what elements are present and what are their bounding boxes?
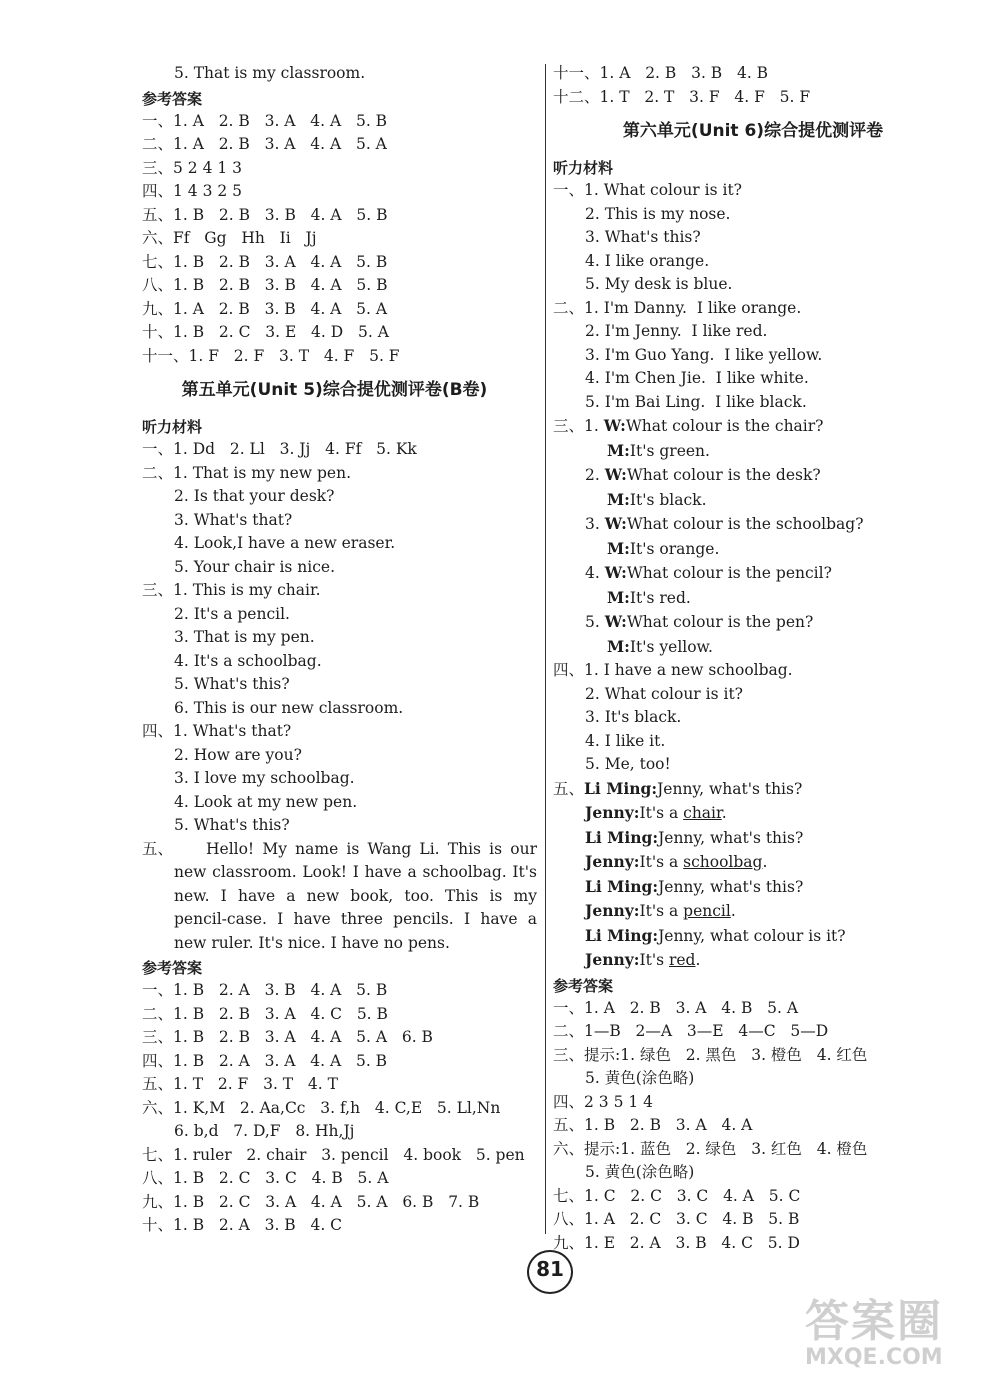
dialog-text: It's a <box>639 902 684 920</box>
answer-line: 九、1. A 2. B 3. B 4. A 5. A <box>142 299 388 318</box>
answer-line: 九、1. E 2. A 3. B 4. C 5. D <box>553 1233 800 1252</box>
passage <box>142 838 537 956</box>
dialog-text: It's a <box>639 853 684 871</box>
dialog-answer: It's black. <box>629 490 707 509</box>
dialog-number: 2. <box>585 466 600 484</box>
passage-lead: 五、 <box>142 839 174 858</box>
answer-line: 5. 黄色(涂色略) <box>585 1163 695 1181</box>
answer-line: 一、1. A 2. B 3. A 4. B 5. A <box>553 998 799 1017</box>
answer-line: 十、1. B 2. A 3. B 4. C <box>142 1216 343 1234</box>
answer-line: 一、1. A 2. B 3. A 4. A 5. B <box>142 111 388 130</box>
answer-line: 十一、1. F 2. F 3. T 4. F 5. F <box>142 346 400 365</box>
dialog-line <box>553 948 953 973</box>
dialog-question: What colour is the chair? <box>625 417 824 435</box>
section-5-lead: 五、 <box>553 779 585 798</box>
answer-line: 八、1. A 2. C 3. C 4. B 5. B <box>553 1210 800 1228</box>
answer-line: 三、提示:1. 绿色 2. 黑色 3. 橙色 4. 红色 <box>553 1045 868 1064</box>
right-column <box>553 62 953 1255</box>
listening-line: 4. Look,I have a new eraser. <box>174 534 396 552</box>
listening-line: 2. This is my nose. <box>585 204 731 223</box>
dialog-answer-line <box>553 586 953 611</box>
answer-line: 五、1. B 2. B 3. B 4. A 5. B <box>142 205 388 224</box>
dialog-text: It's a <box>639 804 684 822</box>
answer-line: 七、1. B 2. B 3. A 4. A 5. B <box>142 252 388 271</box>
dialog-question: What colour is the schoolbag? <box>626 515 864 533</box>
answer-line: 八、1. B 2. C 3. C 4. B 5. A <box>142 1169 389 1187</box>
speaker: Li Ming: <box>585 827 659 847</box>
dialog-number: 5. <box>585 613 600 631</box>
watermark-text: 答案圈 <box>805 1296 943 1347</box>
answers-heading-1: 参考答案 <box>142 89 203 108</box>
listening-line: 5. Me, too! <box>585 755 671 773</box>
dialog-answer: It's red. <box>629 588 691 607</box>
dialog-list <box>553 414 953 659</box>
listening-line: 2. What colour is it? <box>585 684 743 703</box>
speaker-w: W: <box>604 612 627 631</box>
listening-line: 3. That is my pen. <box>174 628 315 646</box>
answers-list-1 <box>142 110 537 369</box>
answers-list-2 <box>142 979 537 1238</box>
dialog-line <box>553 850 953 875</box>
underlined-answer: pencil <box>683 902 731 920</box>
speaker-m: M: <box>607 538 630 558</box>
dialog-text: Jenny, what colour is it? <box>658 926 846 945</box>
speaker: Li Ming: <box>585 925 659 945</box>
answer-line: 四、1 4 3 2 5 <box>142 182 243 200</box>
listening-line: 2. Is that your desk? <box>174 487 335 505</box>
answer-line: 四、2 3 5 1 4 <box>553 1092 654 1111</box>
speaker: Jenny: <box>585 852 640 871</box>
column-divider <box>545 64 546 1234</box>
listening-line: 4. I'm Chen Jie. I like white. <box>585 369 809 387</box>
section-4-list <box>553 659 953 777</box>
listening-list-right <box>553 179 953 414</box>
dialog-text: Jenny, what's this? <box>658 877 804 896</box>
listening-heading-left: 听力材料 <box>142 418 203 436</box>
speaker: Li Ming: <box>584 778 658 798</box>
answers-list-right <box>553 997 953 1256</box>
unit5-title: 第五单元(Unit 5)综合提优测评卷(B卷) <box>181 380 488 400</box>
speaker-m: M: <box>607 636 630 656</box>
listening-line: 3. What's this? <box>585 228 701 246</box>
answer-line: 5. 黄色(涂色略) <box>585 1069 695 1087</box>
dialog-number: 4. <box>585 564 600 582</box>
answer-line: 十、1. B 2. C 3. E 4. D 5. A <box>142 323 389 341</box>
listening-heading-right: 听力材料 <box>553 159 614 177</box>
speaker: Jenny: <box>585 803 640 822</box>
speaker-w: W: <box>604 465 627 484</box>
listening-line: 5. My desk is blue. <box>585 275 733 293</box>
answer-line: 三、5 2 4 1 3 <box>142 158 243 177</box>
listening-line: 二、1. That is my new pen. <box>142 463 352 482</box>
listening-line: 2. I'm Jenny. I like red. <box>585 322 768 340</box>
speaker-w: W: <box>603 416 626 435</box>
speaker: Jenny: <box>585 950 640 969</box>
listening-line: 3. I love my schoolbag. <box>174 769 355 787</box>
listening-line: 4. I like it. <box>585 731 666 750</box>
answer-line: 十一、1. A 2. B 3. B 4. B <box>553 64 769 82</box>
left-column <box>142 62 537 1238</box>
dialog-question: What colour is the pencil? <box>626 564 832 582</box>
answer-line: 七、1. ruler 2. chair 3. pencil 4. book 5. pen <box>142 1145 525 1164</box>
dialog-answer-line <box>553 537 953 562</box>
listening-line: 三、1. This is my chair. <box>142 581 321 599</box>
listening-line: 4. Look at my new pen. <box>174 792 358 811</box>
dialog-punct: . <box>730 902 736 920</box>
listening-line: 3. It's black. <box>585 708 682 726</box>
dialog-punct: . <box>721 804 727 822</box>
watermark <box>805 1285 995 1375</box>
dialog-punct: . <box>762 853 768 871</box>
answers-heading-right: 参考答案 <box>553 976 614 995</box>
listening-line: 4. It's a schoolbag. <box>174 651 322 670</box>
answer-line: 七、1. C 2. C 3. C 4. A 5. C <box>553 1186 801 1205</box>
speaker: Li Ming: <box>585 876 659 896</box>
answer-line: 一、1. B 2. A 3. B 4. A 5. B <box>142 981 388 999</box>
listening-line: 四、1. I have a new schoolbag. <box>553 661 793 679</box>
answer-line: 十二、1. T 2. T 3. F 4. F 5. F <box>553 87 811 106</box>
watermark-url: MXQE.COM <box>805 1345 943 1370</box>
answer-line: 六、1. K,M 2. Aa,Cc 3. f,h 4. C,E 5. Ll,Nn <box>142 1098 501 1117</box>
section-5-dialog <box>553 777 953 973</box>
answer-line: 二、1. B 2. B 3. A 4. C 5. B <box>142 1004 388 1023</box>
listening-list-left <box>142 438 537 838</box>
answer-line: 二、1. A 2. B 3. A 4. A 5. A <box>142 135 387 153</box>
dialog-text: Jenny, what's this? <box>658 828 804 847</box>
page-number: 81 <box>536 1257 564 1281</box>
answers-heading-2: 参考答案 <box>142 959 203 977</box>
dialog-question: What colour is the desk? <box>626 466 821 484</box>
dialog-number: 3. <box>585 515 600 533</box>
answer-line: 二、1—B 2—A 3—E 4—C 5—D <box>553 1022 829 1040</box>
listening-line: 4. I like orange. <box>585 251 710 270</box>
dialog-question-line <box>553 610 953 635</box>
dialog-line <box>553 899 953 924</box>
dialog-line <box>553 875 953 900</box>
listening-line: 6. This is our new classroom. <box>174 698 404 717</box>
answer-line: 四、1. B 2. A 3. A 4. A 5. B <box>142 1051 388 1070</box>
listening-line: 5. What's this? <box>174 816 290 834</box>
dialog-question-line <box>553 512 953 537</box>
listening-line: 二、1. I'm Danny. I like orange. <box>553 298 802 317</box>
listening-line: 5. I'm Bai Ling. I like black. <box>585 392 807 411</box>
answer-line: 八、1. B 2. B 3. B 4. A 5. B <box>142 276 388 294</box>
speaker: Jenny: <box>585 901 640 920</box>
answer-line: 五、1. T 2. F 3. T 4. T <box>142 1075 338 1093</box>
speaker-m: M: <box>607 489 630 509</box>
underlined-answer: red <box>668 951 696 969</box>
answer-line: 六、提示:1. 蓝色 2. 绿色 3. 红色 4. 橙色 <box>553 1139 868 1158</box>
dialog-punct: . <box>695 951 701 969</box>
dialog-answer-line <box>553 439 953 464</box>
answer-line: 六、Ff Gg Hh Ii Jj <box>142 229 317 247</box>
dialog-answer: It's yellow. <box>629 637 713 656</box>
passage-text: Hello! My name is Wang Li. This is our new classroom. Look! I have a schoolbag. It's new. I have a new book, too. This is my pencil-case. I have three pencils. I have a new ruler. It's nice. I have no pens. <box>174 839 537 952</box>
answer-line: 五、1. B 2. B 3. A 4. A <box>553 1116 753 1134</box>
speaker-w: W: <box>604 563 627 582</box>
dialog-line <box>553 826 953 851</box>
answer-line: 三、1. B 2. B 3. A 4. A 5. A 6. B <box>142 1028 433 1046</box>
listening-line: 5. What's this? <box>174 675 290 693</box>
dialog-answer: It's green. <box>629 441 710 460</box>
dialog-question: What colour is the pen? <box>626 613 814 631</box>
dialog-answer-line <box>553 488 953 513</box>
page-number-badge <box>505 1245 595 1295</box>
dialog-text: It's <box>639 951 669 969</box>
listening-line: 一、1. What colour is it? <box>553 181 742 199</box>
speaker-w: W: <box>604 514 627 533</box>
answer-line: 九、1. B 2. C 3. A 4. A 5. A 6. B 7. B <box>142 1192 480 1211</box>
answer-line: 6. b,d 7. D,F 8. Hh,Jj <box>174 1122 355 1140</box>
listening-line: 四、1. What's that? <box>142 722 292 740</box>
listening-line: 3. I'm Guo Yang. I like yellow. <box>585 345 823 364</box>
dialog-text: Jenny, what's this? <box>657 779 803 798</box>
dialog-question-line <box>553 414 953 439</box>
dialog-line <box>553 777 953 802</box>
listening-line: 2. How are you? <box>174 745 302 764</box>
left-top-line: 5. That is my classroom. <box>174 64 366 82</box>
listening-line: 3. What's that? <box>174 510 293 529</box>
dialog-line <box>553 924 953 949</box>
dialog-line <box>553 801 953 826</box>
dialog-number: 三、1. <box>553 417 599 435</box>
dialog-question-line <box>553 463 953 488</box>
dialog-question-line <box>553 561 953 586</box>
underlined-answer: chair <box>683 804 722 822</box>
dialog-answer-line <box>553 635 953 660</box>
dialog-answer: It's orange. <box>629 539 720 558</box>
speaker-m: M: <box>607 587 630 607</box>
underlined-answer: schoolbag <box>683 853 763 871</box>
unit6-title: 第六单元(Unit 6)综合提优测评卷 <box>622 121 884 141</box>
listening-line: 2. It's a pencil. <box>174 604 290 623</box>
listening-line: 5. Your chair is nice. <box>174 557 336 576</box>
right-top-lines <box>553 62 953 109</box>
listening-line: 一、1. Dd 2. Ll 3. Jj 4. Ff 5. Kk <box>142 440 417 458</box>
speaker-m: M: <box>607 440 630 460</box>
